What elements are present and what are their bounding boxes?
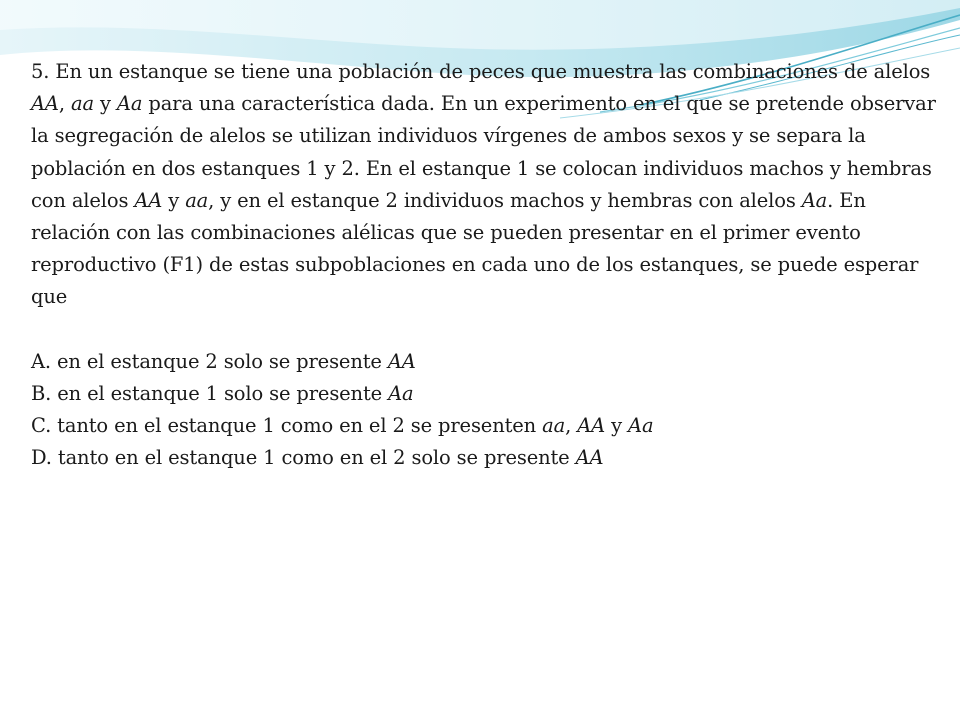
option-a: A. en el estanque 2 solo se presente AA [31,349,416,373]
option-b: B. en el estanque 1 solo se presente Aa [31,382,414,406]
spacer [31,314,936,346]
question-body [31,56,936,475]
option-d: D. tanto en el estanque 1 como en el 2 solo se presente AA [31,446,604,470]
question-stem: 5. En un estanque se tiene una población de peces que muestra las combinaciones de alelos AA, aa y Aa para una característica dada. En un experimento en el que se pretende observar la segregación de alelos se utilizan individuos vírgenes de ambos sexos y se separa la población en dos estanques 1 y 2. En el estanque 1 se colocan individuos machos y hembras con alelos AA y aa, y en el estanque 2 individuos machos y hembras con alelos Aa. En relación con las combinaciones alélicas que se pueden presentar en el primer evento reproductivo (F1) de estas subpoblaciones en cada uno de los estanques, se puede esperar que [31,60,936,309]
question-number: 5. [31,60,50,83]
option-c: C. tanto en el estanque 1 como en el 2 se presenten aa, AA y Aa [31,414,654,438]
